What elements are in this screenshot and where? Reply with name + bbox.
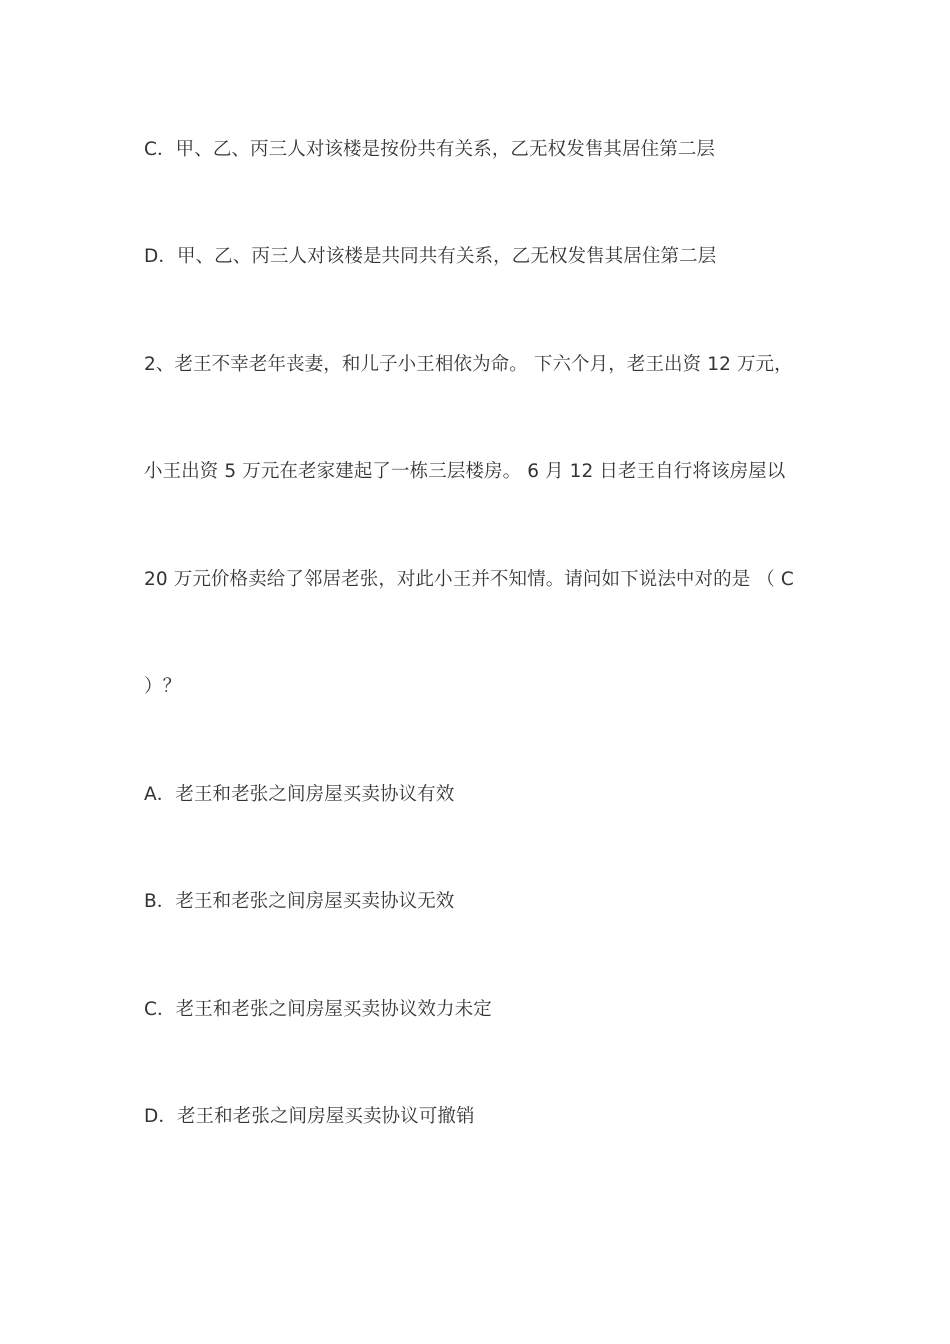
- question-2-text-line-3: 20 万元价格卖给了邻居老张，对此小王并不知情。请问如下说法中对的是 （ C: [144, 569, 794, 590]
- option-d-prev-question: D．甲、乙、丙三人对该楼是共同共有关系，乙无权发售其居住第二层: [144, 246, 717, 267]
- option-d: D．老王和老张之间房屋买卖协议可撤销: [144, 1106, 475, 1127]
- option-b: B．老王和老张之间房屋买卖协议无效: [144, 891, 455, 912]
- option-c-prev-question: C．甲、乙、丙三人对该楼是按份共有关系，乙无权发售其居住第二层: [144, 139, 716, 160]
- option-a: A．老王和老张之间房屋买卖协议有效: [144, 784, 455, 805]
- question-2-text-line-1: 2、老王不幸老年丧妻，和儿子小王相依为命。 下六个月，老王出资 12 万元，: [144, 354, 793, 375]
- question-2-text-line-4: ）？: [144, 676, 182, 697]
- question-2-text-line-2: 小王出资 5 万元在老家建起了一栋三层楼房。 6 月 12 日老王自行将该房屋以: [144, 461, 786, 482]
- option-c: C．老王和老张之间房屋买卖协议效力未定: [144, 999, 492, 1020]
